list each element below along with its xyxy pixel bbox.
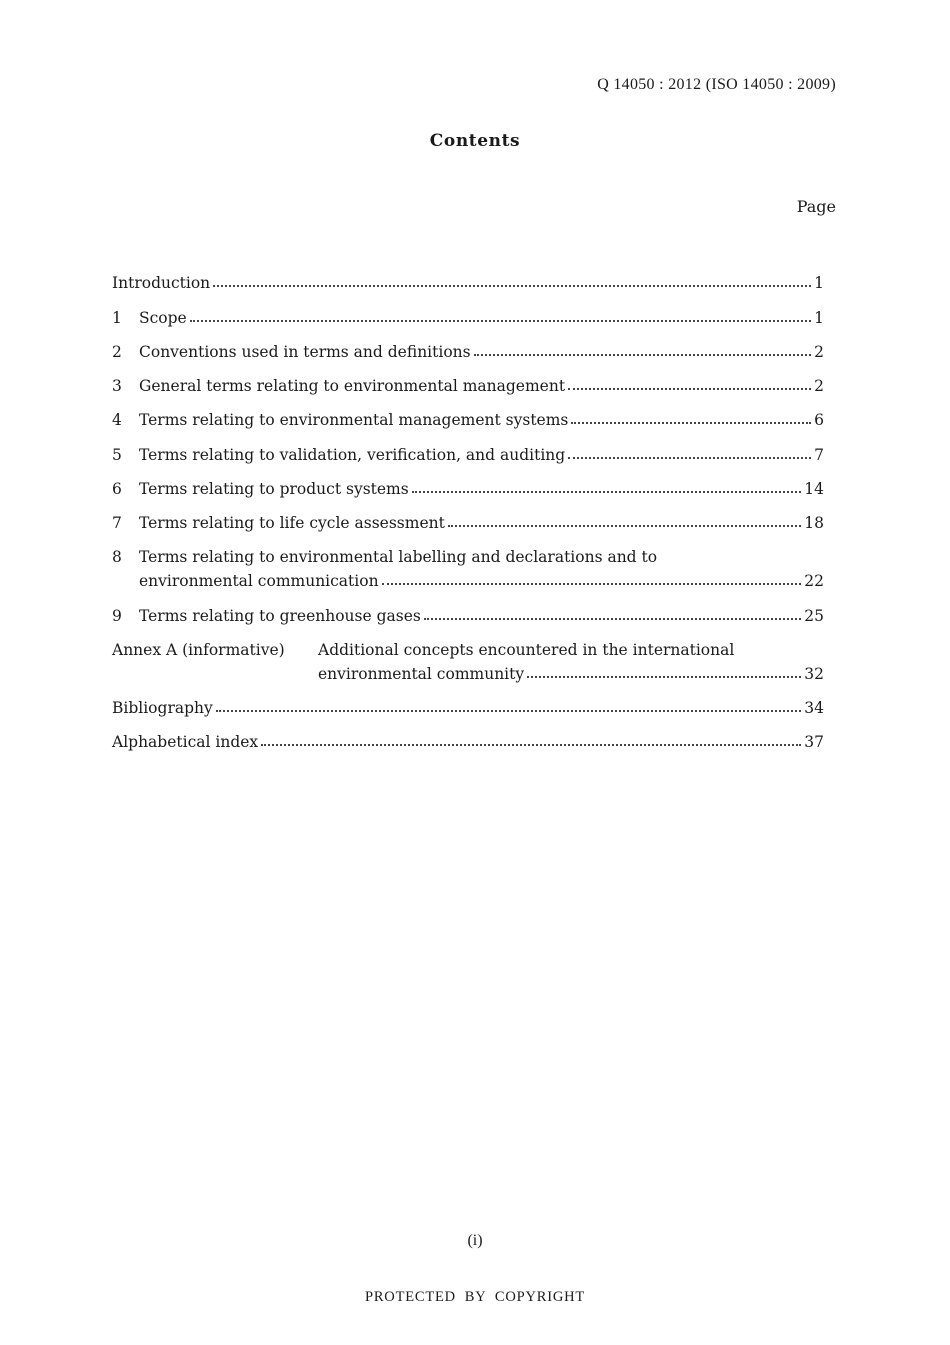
dot-leader: [568, 388, 811, 390]
standard-identifier: Q 14050 : 2012 (ISO 14050 : 2009): [597, 76, 836, 93]
toc-entry-page: 2: [814, 377, 824, 396]
toc-entry-number: 3: [112, 377, 122, 396]
dot-leader: [412, 491, 802, 493]
dot-leader: [568, 457, 811, 459]
toc-entry-number: 2: [112, 342, 122, 361]
toc-entry-title-line1: Terms relating to environmental labelling and declarations and to: [139, 548, 658, 567]
page-number: (i): [467, 1232, 483, 1249]
toc-entry-title: Terms relating to environmental management systems: [139, 411, 569, 430]
dot-leader: [571, 422, 811, 424]
toc-entry-ems[interactable]: [112, 395, 824, 429]
toc-entry-page: 22: [804, 572, 824, 591]
toc-entry-page: 32: [804, 664, 824, 683]
toc-entry-product-systems[interactable]: [112, 464, 824, 498]
toc-entry-page: 14: [804, 480, 824, 499]
toc-annex-label: Annex A (informative): [112, 640, 285, 659]
toc-entry-page: 37: [804, 733, 824, 752]
toc-entry-title-line2: environmental community: [318, 664, 525, 683]
toc-entry-page: 34: [804, 698, 824, 717]
dot-leader: [190, 320, 811, 322]
toc-entry-page: 2: [814, 342, 824, 361]
toc-entry-title: Introduction: [112, 274, 211, 293]
toc-entry-validation[interactable]: [112, 429, 824, 463]
toc-entry-conventions[interactable]: [112, 327, 824, 361]
page-column-heading: Page: [796, 197, 836, 216]
toc-entry-title: General terms relating to environmental management: [139, 377, 566, 396]
dot-leader: [527, 676, 801, 678]
toc-entry-life-cycle[interactable]: [112, 498, 824, 532]
toc-entry-introduction[interactable]: [112, 258, 824, 292]
toc-entry-title: Terms relating to product systems: [139, 480, 409, 499]
toc-entry-title: Terms relating to greenhouse gases: [139, 606, 421, 625]
toc-entry-title: Terms relating to validation, verification, and auditing: [139, 445, 566, 464]
copyright-notice: PROTECTED BY COPYRIGHT: [364, 1289, 586, 1305]
toc-entry-title: Terms relating to life cycle assessment: [139, 514, 445, 533]
toc-entry-number: 6: [112, 480, 122, 499]
dot-leader: [216, 710, 802, 712]
toc-entry-page: 18: [804, 514, 824, 533]
toc-entry-title: Scope: [139, 308, 187, 327]
dot-leader: [213, 285, 811, 287]
dot-leader: [261, 744, 801, 746]
toc-entry-general-terms[interactable]: [112, 361, 824, 395]
toc-entry-scope[interactable]: [112, 292, 824, 326]
toc-entry-page: 1: [814, 274, 824, 293]
table-of-contents: [112, 258, 824, 751]
toc-entry-page: 6: [814, 411, 824, 430]
toc-entry-page: 25: [804, 606, 824, 625]
dot-leader: [424, 618, 801, 620]
toc-entry-title: Alphabetical index: [112, 733, 259, 752]
page-title: Contents: [429, 131, 521, 151]
dot-leader: [382, 583, 802, 585]
toc-entry-title-line1: Additional concepts encountered in the international: [318, 640, 735, 659]
toc-entry-alphabetical-index[interactable]: [112, 717, 824, 751]
toc-entry-number: 7: [112, 514, 122, 533]
toc-entry-title: Conventions used in terms and definitions: [139, 342, 471, 361]
toc-entry-page: 1: [814, 308, 824, 327]
toc-entry-title-line2: environmental communication: [139, 572, 379, 591]
toc-entry-number: 9: [112, 606, 122, 625]
toc-entry-greenhouse[interactable]: [112, 590, 824, 624]
toc-entry-number: 5: [112, 445, 122, 464]
toc-entry-number: 1: [112, 308, 122, 327]
toc-entry-number: 4: [112, 411, 122, 430]
dot-leader: [474, 354, 812, 356]
toc-entry-bibliography[interactable]: [112, 683, 824, 717]
toc-entry-title: Bibliography: [112, 698, 213, 717]
toc-entry-number: 8: [112, 548, 122, 567]
toc-entry-annex-a[interactable]: [112, 625, 824, 683]
dot-leader: [448, 525, 801, 527]
toc-entry-page: 7: [814, 445, 824, 464]
toc-entry-labelling[interactable]: [112, 532, 824, 590]
